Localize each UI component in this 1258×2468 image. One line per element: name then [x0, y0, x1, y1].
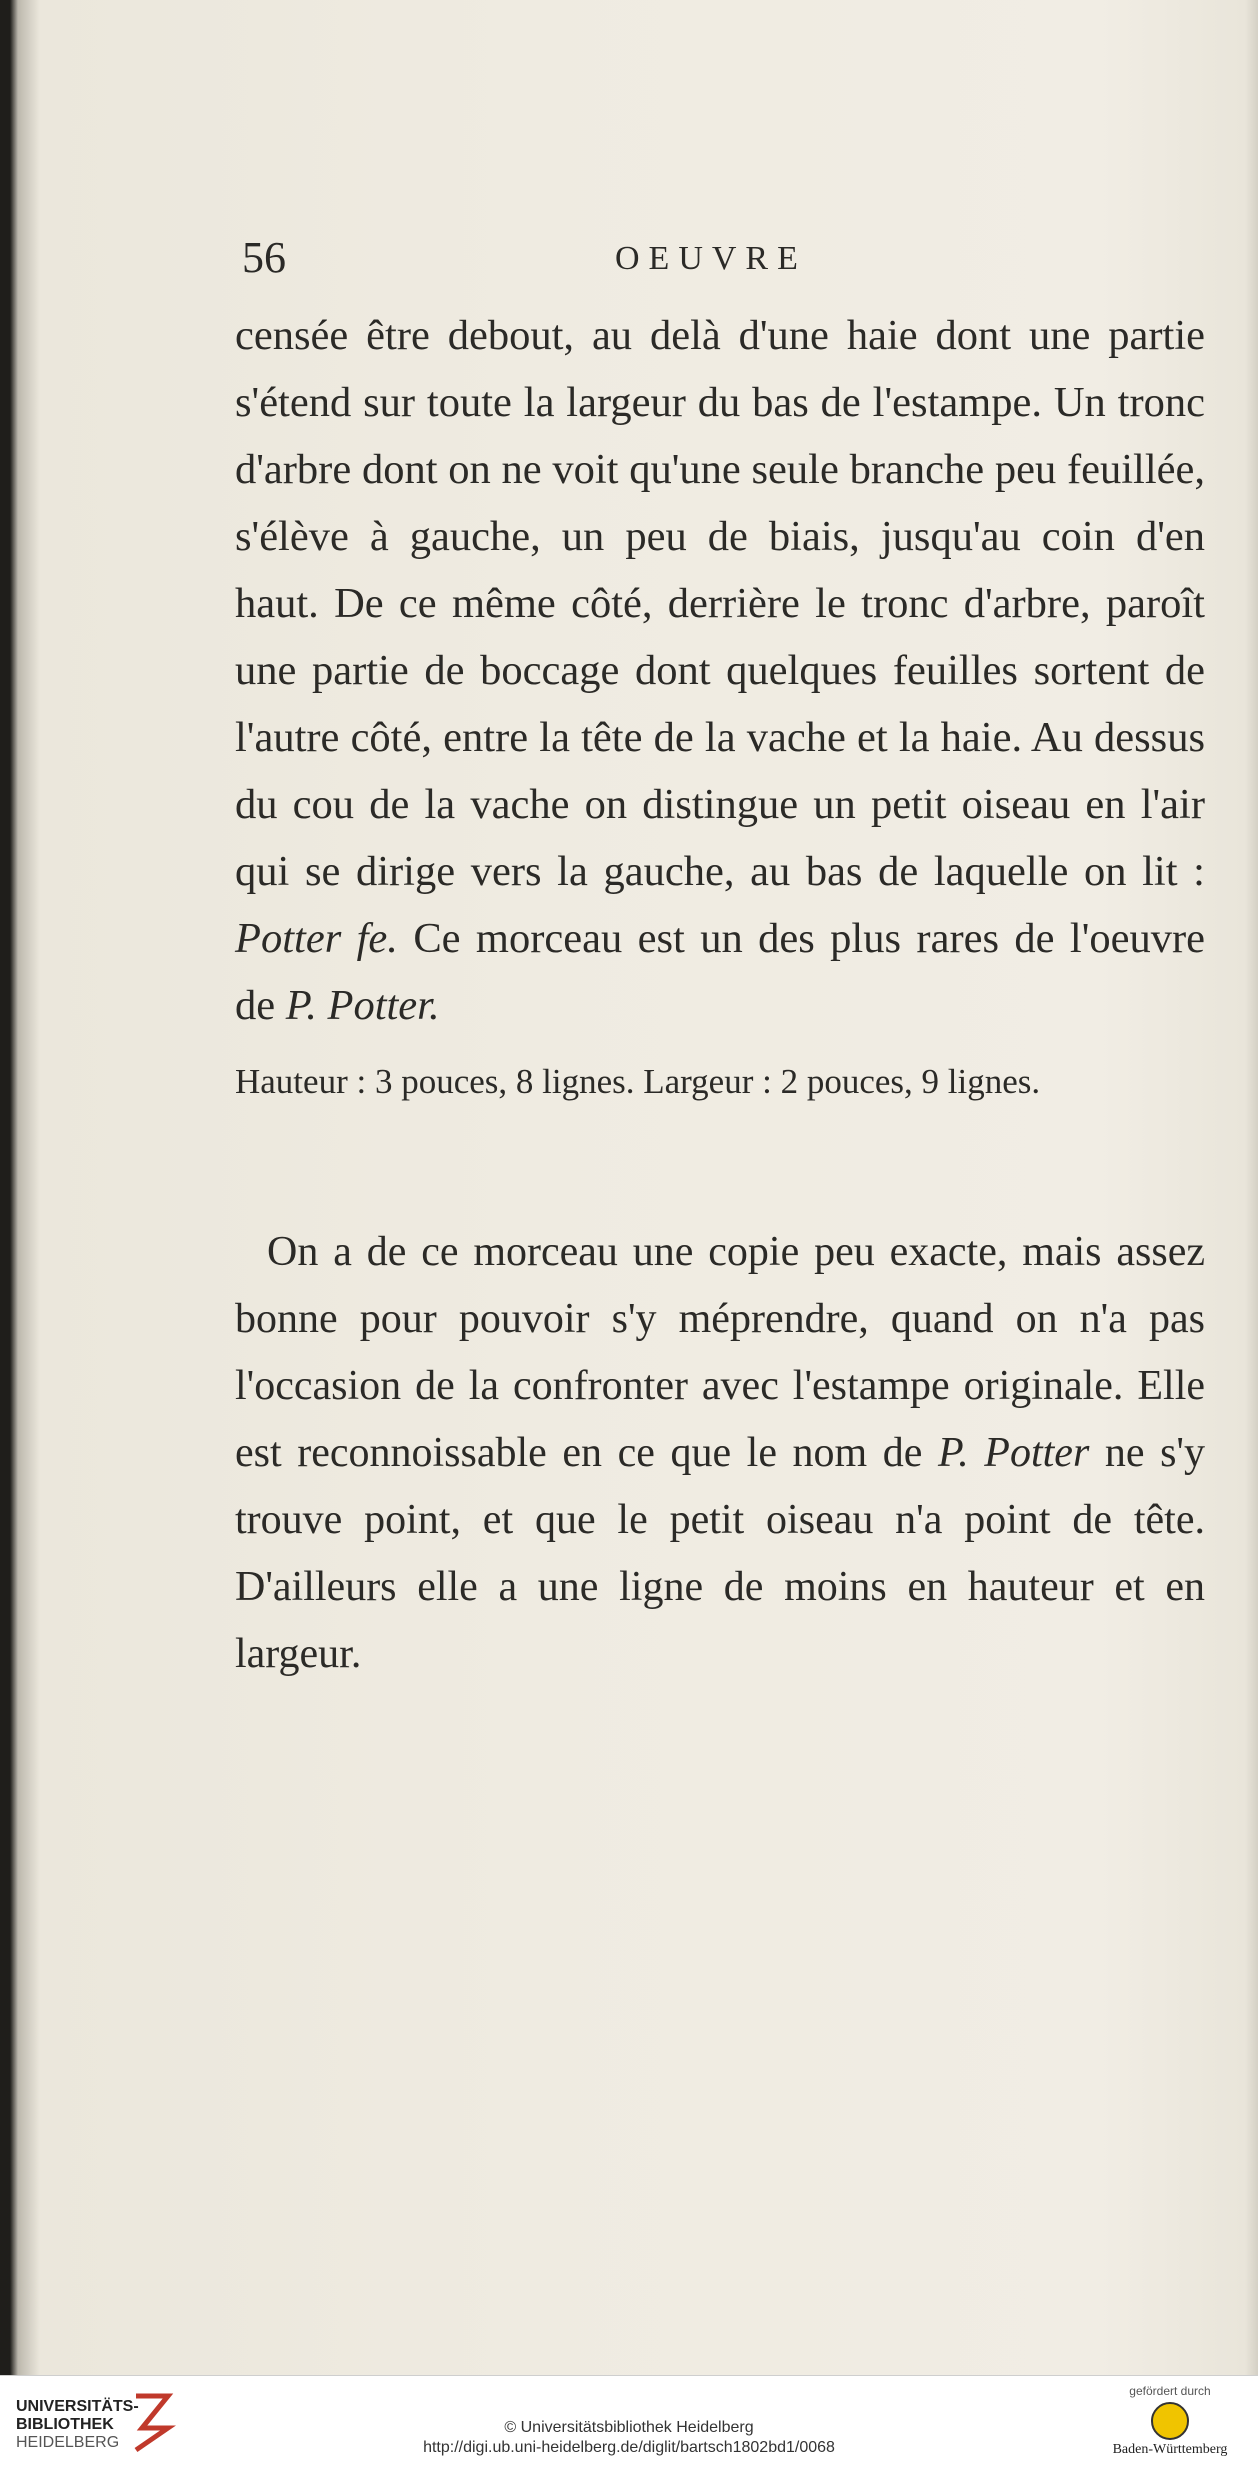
paragraph-1 — [235, 302, 1205, 1039]
copyright-block — [0, 2418, 1258, 2458]
paragraph-1-tail: Ce morceau est un des plus rares de l'oeuvre de — [235, 915, 1205, 1029]
paragraph-2 — [235, 1219, 1205, 1688]
permalink[interactable]: http://digi.ub.uni-heidelberg.de/diglit/bartsch1802bd1/0068 — [423, 2439, 835, 2456]
sponsor-label: gefördert durch — [1129, 2384, 1211, 2398]
paragraph-2-end: ne s'y trouve point, et que le petit oiseau n'a point de tête. D'ailleurs elle a une ligne de moins en hauteur et en largeur. — [235, 1430, 1205, 1677]
paragraph-2-name: P. Potter — [938, 1430, 1090, 1476]
footer-bar — [0, 2375, 1258, 2468]
artist-name: P. Potter. — [285, 982, 440, 1029]
sponsor-name: Baden-Württemberg — [1112, 2442, 1228, 2457]
library-name-line2: BIBLIOTHEK — [16, 2416, 114, 2433]
running-head: OEUVRE — [615, 240, 807, 277]
paragraph-1-body: censée être debout, au delà d'une haie dont une partie s'étend sur toute la largeur du bas de l'estampe. Un tronc d'arbre dont on ne voit qu'une seule branche peu feuillée, s'élève à gauche, un peu de biais, jusqu'au coin d'en haut. De ce même côté, derrière le tronc d'arbre, paroît une partie de boccage dont quelques feuilles sortent de l'autre côté, entre la tête de la vache et la haie. Au dessus du cou de la vache on distingue un petit oiseau en l'air qui se dirige vers la gauche, au bas de laquelle on lit : — [235, 312, 1205, 895]
measurements: Hauteur : 3 pouces, 8 lignes. Largeur : 2 pouces, 9 lignes. — [235, 1062, 1041, 1101]
library-name-line3: HEIDELBERG — [16, 2434, 120, 2451]
library-name-line1: UNIVERSITÄTS- — [16, 2398, 139, 2415]
state-crest-icon — [1151, 2402, 1189, 2440]
copyright-text: © Universitätsbibliothek Heidelberg — [504, 2419, 754, 2436]
sponsor-block[interactable] — [1095, 2384, 1245, 2458]
plate-signature: Potter fe. — [235, 915, 398, 962]
paragraph-2-start: On a de ce morceau une copie peu exacte, mais assez bonne pour pouvoir s'y méprendre, quand on n'a pas l'occasion de la confronter avec l'estampe originale. Elle est reconnoissable en ce que le nom de — [235, 1229, 1205, 1476]
page-header — [235, 232, 1205, 302]
page-number: 56 — [242, 233, 286, 282]
document-page — [235, 232, 1205, 1688]
